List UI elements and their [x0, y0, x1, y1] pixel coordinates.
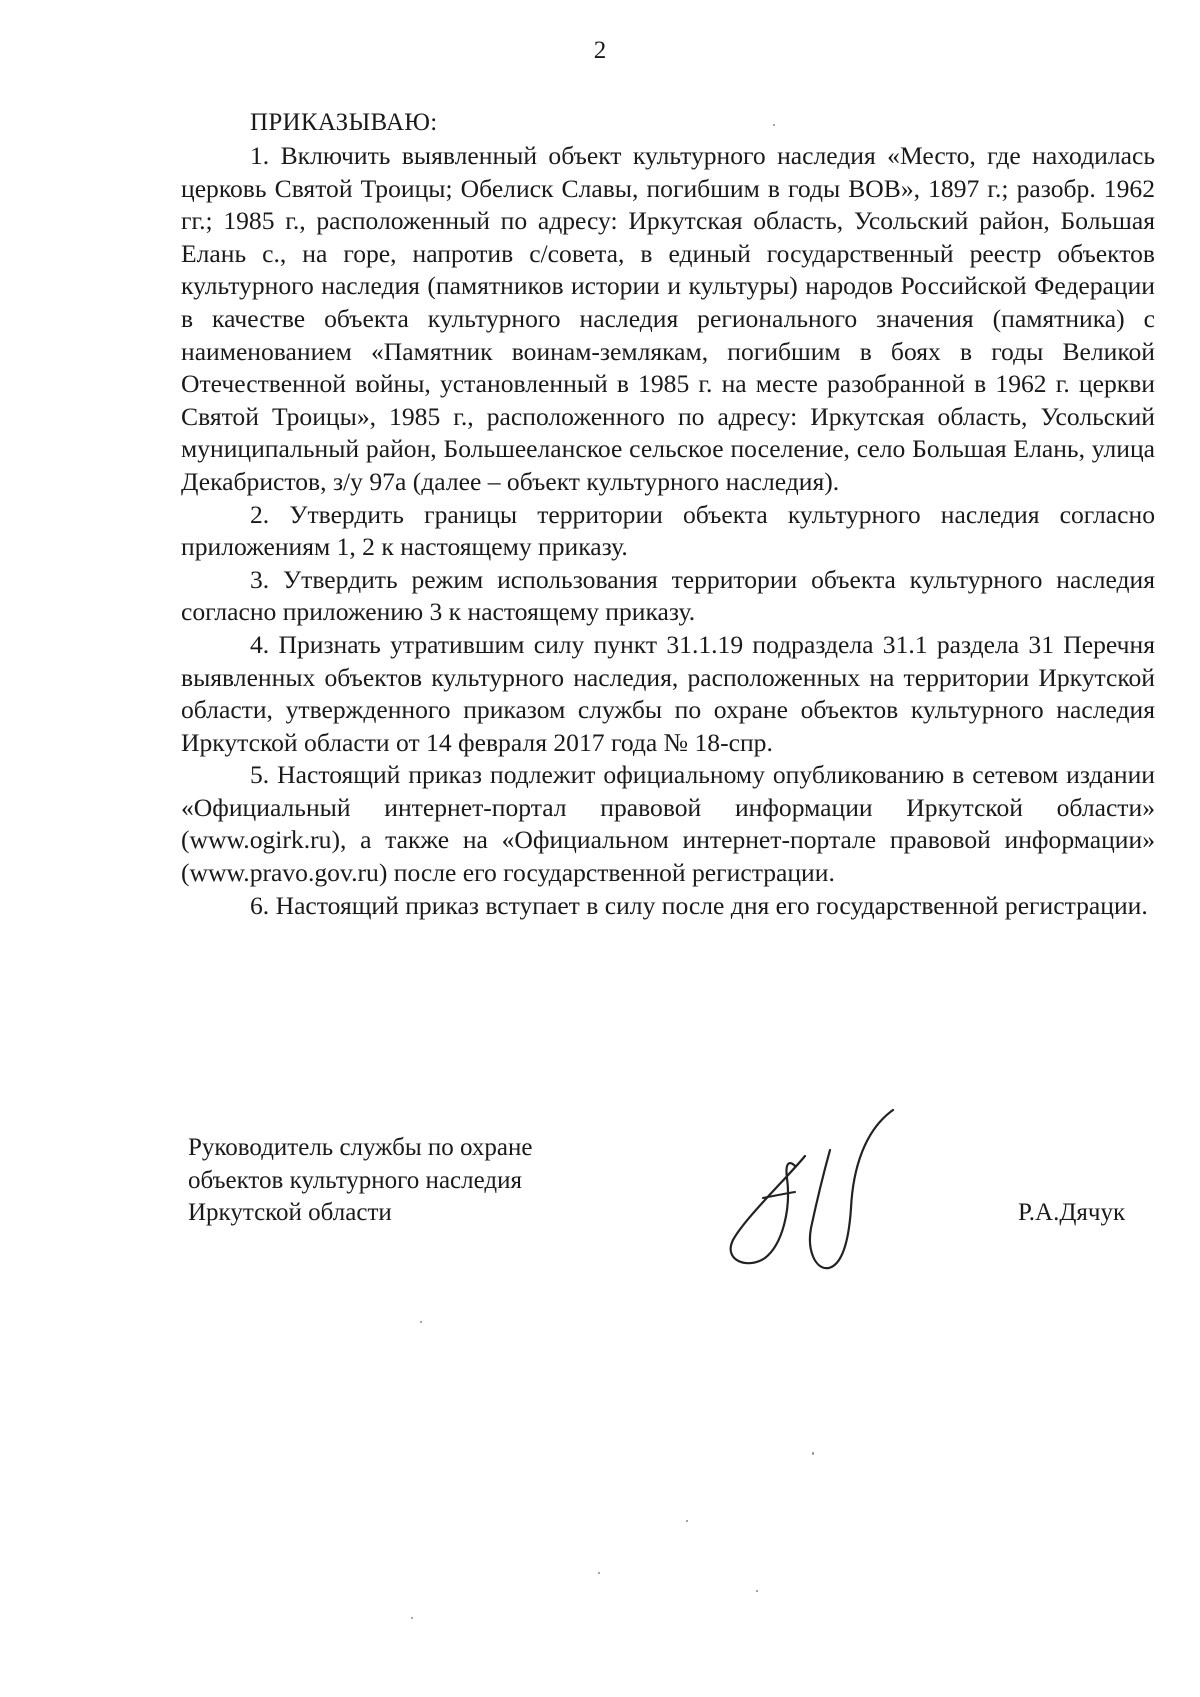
handwritten-signature	[725, 1108, 915, 1273]
page-number: 2	[593, 37, 607, 64]
scan-speck	[420, 1321, 422, 1323]
order-heading: ПРИКАЗЫВАЮ:	[250, 109, 438, 136]
order-item-2: 2. Утвердить границы территории объекта культурного наследия согласно приложениям 1, 2 к настоящему приказу.	[181, 499, 1155, 562]
signer-position	[188, 1132, 532, 1230]
scan-speck	[411, 1617, 413, 1619]
order-item-1: 1. Включить выявленный объект культурного наследия «Место, где находилась церковь Святой Троицы; Обелиск Славы, погибшим в годы ВОВ», 1897 г.; разобр. 1962 гг.; 1985 г., расположенный по адресу: Иркутская область, Усольский район, Большая Елань с., на горе, напротив с/совета, в единый государственный реестр объектов культурного наследия (памятников истории и культуры) народов Российской Федерации в качестве объекта культурного наследия регионального значения (памятника) с наименованием «Памятник воинам-землякам, погибшим в боях в годы Великой Отечественной войны, установленный в 1985 г. на месте разобранной в 1962 г. церкви Святой Троицы», 1985 г., расположенного по адресу: Иркутская область, Усольский муниципальный район, Большееланское сельское поселение, село Большая Елань, улица Декабристов, з/у 97а (далее – объект культурного наследия).	[181, 141, 1155, 496]
signer-position-line-2: объектов культурного наследия	[188, 1166, 522, 1194]
scan-speck	[812, 1452, 814, 1455]
scan-speck	[756, 1590, 758, 1592]
signer-position-line-1: Руководитель службы по охране	[188, 1134, 533, 1161]
scan-speck	[773, 124, 775, 126]
order-item-4: 4. Признать утратившим силу пункт 31.1.19 подраздела 31.1 раздела 31 Перечня выявленных объектов культурного наследия, расположенных на территории Иркутской области, утвержденного приказом службы по охране объектов культурного наследия Иркутской области от 14 февраля 2017 года № 18-спр.	[181, 629, 1155, 757]
order-body	[181, 140, 1155, 922]
order-item-5: 5. Настоящий приказ подлежит официальному опубликованию в сетевом издании «Официальный интернет-портал правовой информации Иркутской области» (www.ogirk.ru), а также на «Официальном интернет-портале правовой информации» (www.pravo.gov.ru) после его государственной регистрации.	[181, 760, 1155, 888]
signer-position-line-3: Иркутской области	[188, 1199, 392, 1226]
signer-name: Р.А.Дячук	[1018, 1199, 1126, 1226]
order-item-3: 3. Утвердить режим использования территории объекта культурного наследия согласно приложению 3 к настоящему приказу.	[181, 564, 1155, 627]
order-item-6: 6. Настоящий приказ вступает в силу после дня его государственной регистрации.	[250, 890, 1148, 920]
scan-speck	[598, 1572, 600, 1574]
scan-speck	[686, 1520, 688, 1522]
